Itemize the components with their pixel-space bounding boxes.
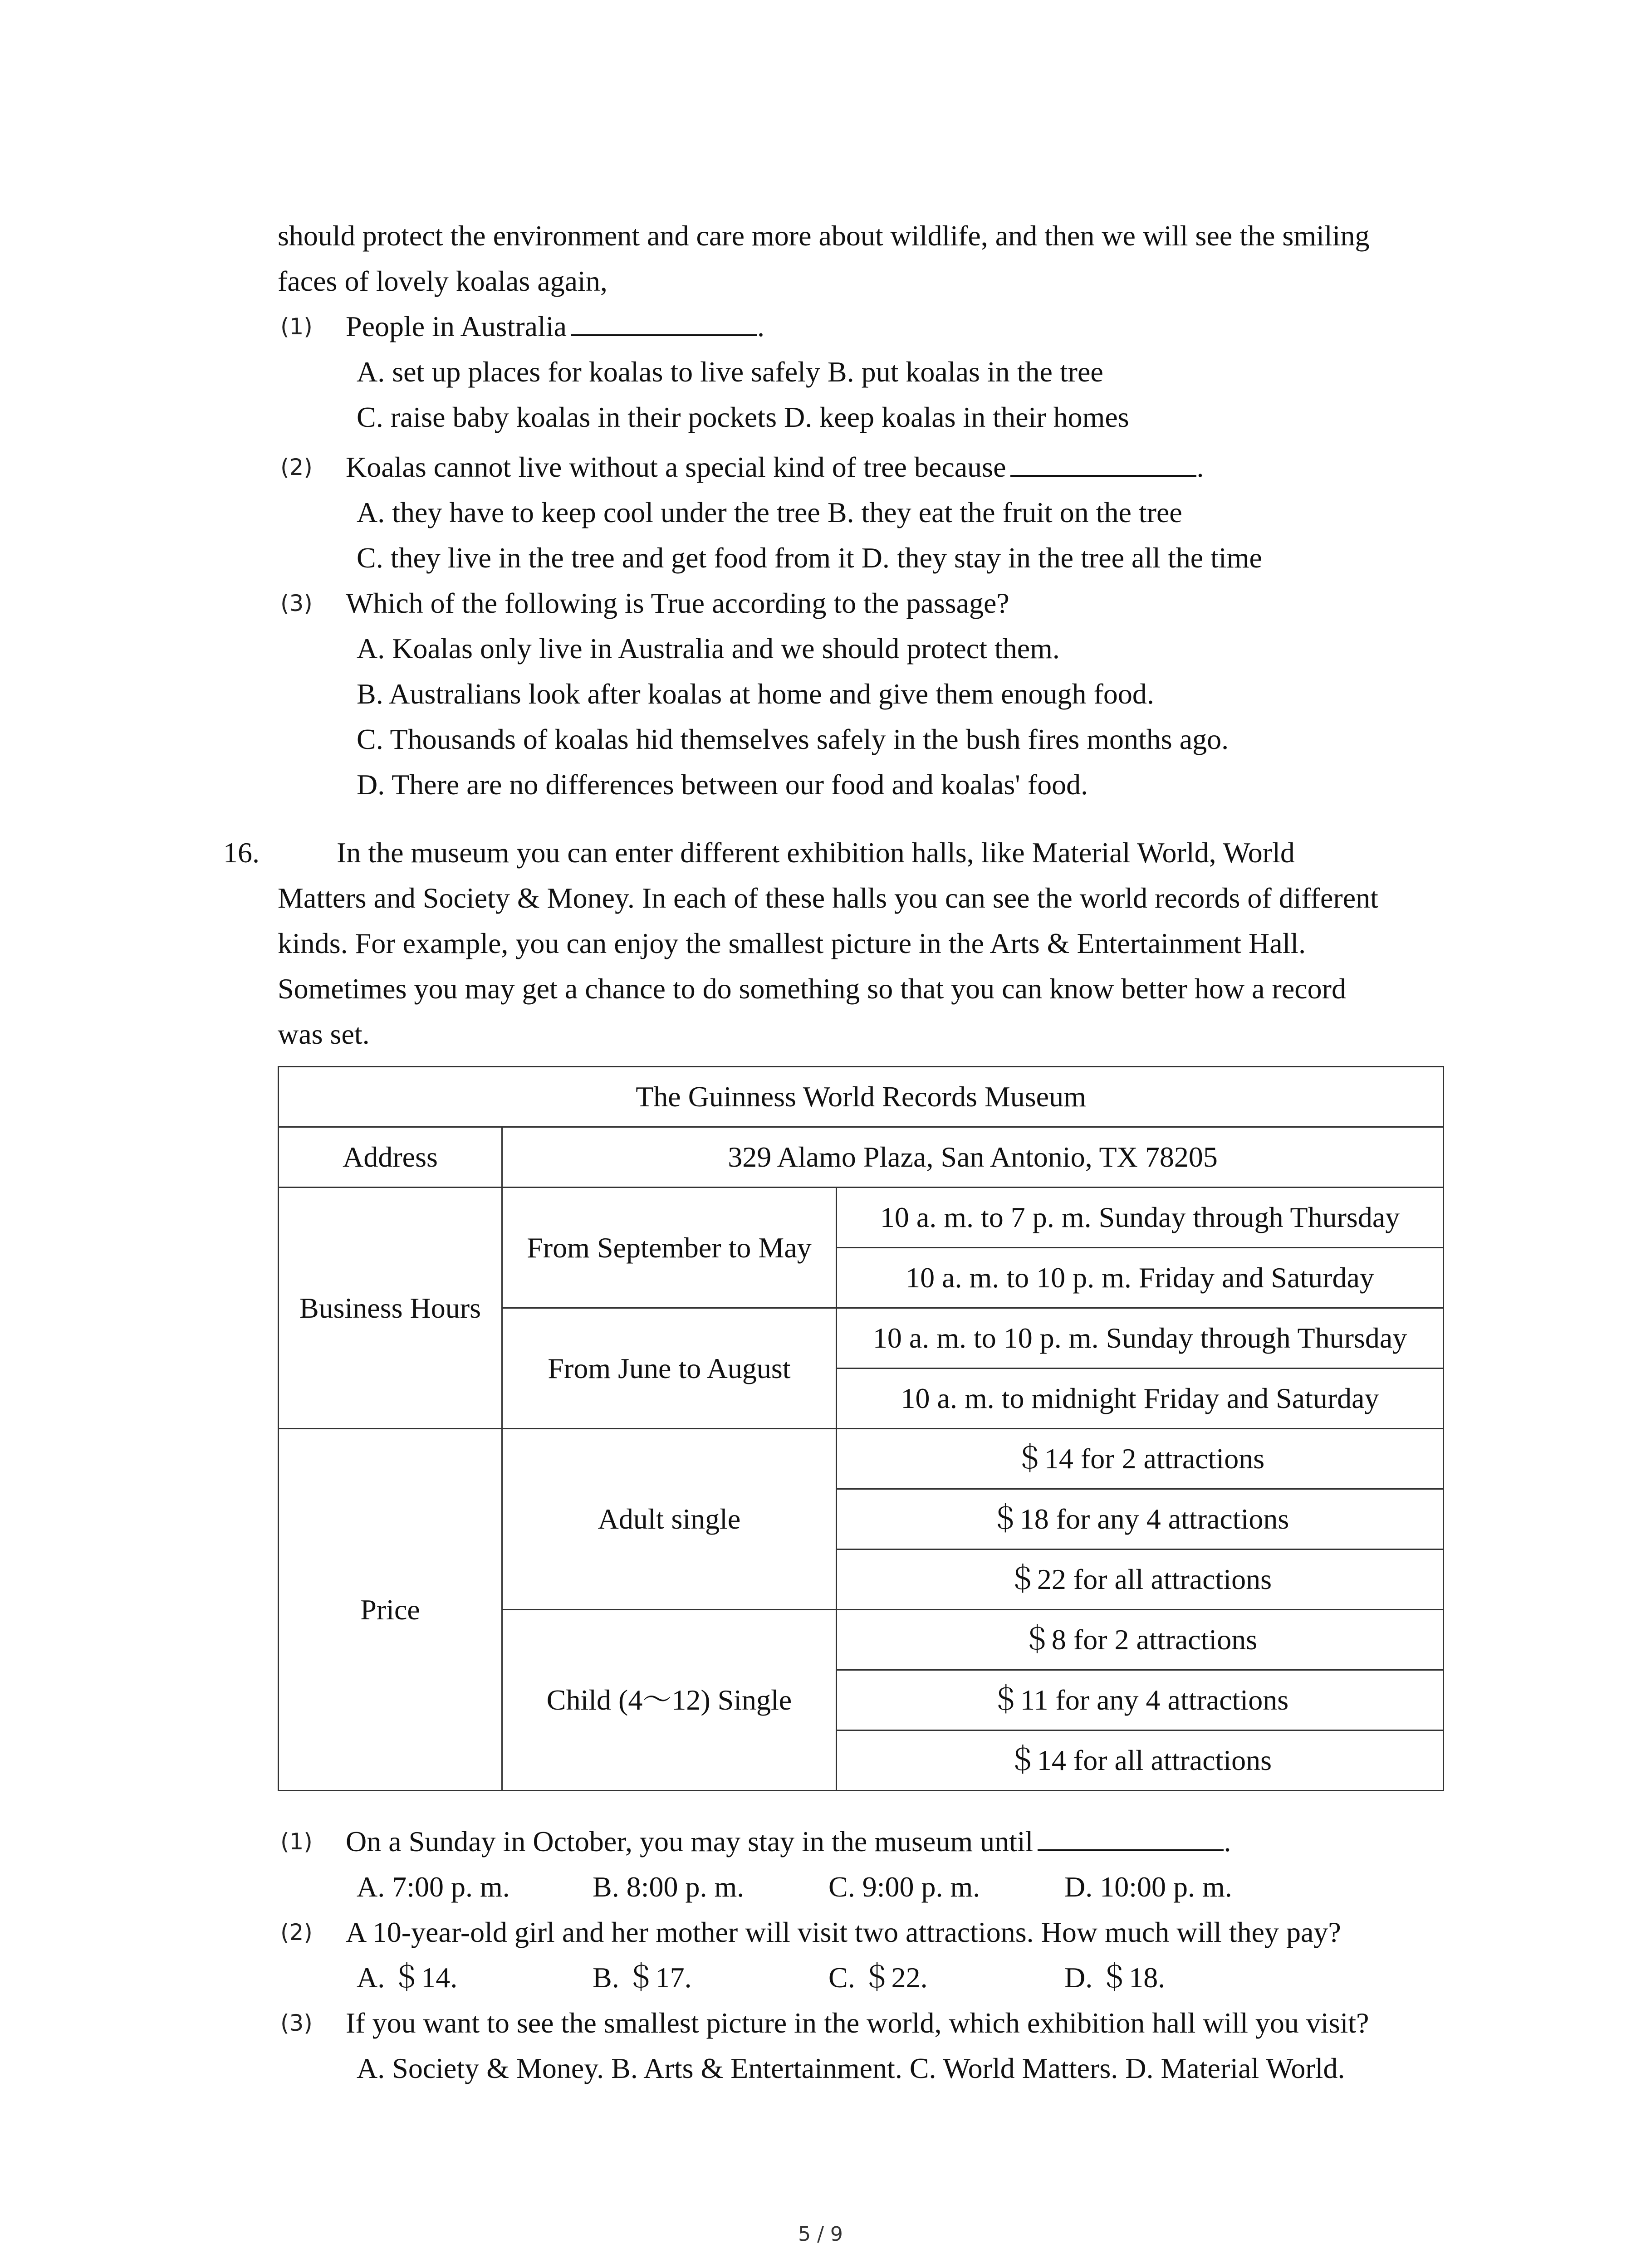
option-line: A. Society & Money. B. Arts & Entertainment. C. World Matters. D. Material World.: [357, 2052, 1345, 2084]
answer-blank: [1038, 1824, 1224, 1851]
answer-blank: [571, 309, 757, 336]
passage-line: should protect the environment and care more about wildlife, and then we will see the smiling: [278, 220, 1370, 252]
hours-cell: 10 a. m. to 7 p. m. Sunday through Thursday: [837, 1188, 1444, 1248]
hours-label: Business Hours: [279, 1188, 502, 1429]
option-line: A. set up places for koalas to live safely B. put koalas in the tree: [357, 356, 1103, 388]
passage-line: Sometimes you may get a chance to do something so that you can know better how a record: [278, 973, 1346, 1005]
subquestion-stem: If you want to see the smallest picture in the world, which exhibition hall will you visit?: [346, 2007, 1369, 2039]
option: C. ＄22.: [828, 1961, 928, 1994]
subquestion-number: (1): [280, 313, 313, 340]
museum-info-table: [278, 1066, 1444, 1791]
passage-line: kinds. For example, you can enjoy the smallest picture in the Arts & Entertainment Hall.: [278, 927, 1306, 959]
subquestion-number: (2): [280, 454, 313, 480]
subquestion-stem: Which of the following is True according to the passage?: [346, 587, 1009, 619]
price-cell: ＄18 for any 4 attractions: [837, 1489, 1444, 1549]
subquestion-number: (3): [280, 590, 313, 616]
option: A. ＄14.: [357, 1961, 458, 1994]
option: C. 9:00 p. m.: [828, 1871, 980, 1903]
subquestion-number: (3): [280, 2010, 313, 2036]
table-row: [279, 1188, 1444, 1248]
option: B. ＄17.: [593, 1961, 692, 1994]
option: B. 8:00 p. m.: [593, 1871, 745, 1903]
address-value: 329 Alamo Plaza, San Antonio, TX 78205: [502, 1127, 1444, 1188]
table-row: [279, 1429, 1444, 1489]
subquestion-stem: Koalas cannot live without a special kind of tree because .: [346, 449, 1204, 485]
price-label: Price: [279, 1429, 502, 1791]
option: D. ＄18.: [1064, 1961, 1166, 1994]
subquestion-number: (1): [280, 1828, 313, 1855]
price-cell: ＄22 for all attractions: [837, 1549, 1444, 1610]
hours-cell: 10 a. m. to 10 p. m. Friday and Saturday: [837, 1248, 1444, 1308]
question-number: 16.: [223, 836, 260, 869]
price-cell: ＄14 for all attractions: [837, 1730, 1444, 1791]
passage-line: In the museum you can enter different exhibition halls, like Material World, World: [337, 836, 1295, 869]
address-label: Address: [279, 1127, 502, 1188]
subquestion-stem: People in Australia .: [346, 308, 764, 345]
option: A. 7:00 p. m.: [357, 1871, 510, 1903]
ticket-type-label: Adult single: [502, 1429, 837, 1610]
passage-line: faces of lovely koalas again,: [278, 265, 607, 297]
option-line: C. they live in the tree and get food from it D. they stay in the tree all the time: [357, 542, 1262, 574]
answer-blank: [1010, 450, 1196, 477]
option-line: B. Australians look after koalas at home and give them enough food.: [357, 678, 1154, 710]
subquestion-stem: A 10-year-old girl and her mother will visit two attractions. How much will they pay?: [346, 1916, 1341, 1948]
price-cell: ＄14 for 2 attractions: [837, 1429, 1444, 1489]
period-label: From September to May: [502, 1188, 837, 1308]
table-title: The Guinness World Records Museum: [279, 1067, 1444, 1127]
option-line: A. Koalas only live in Australia and we should protect them.: [357, 632, 1060, 665]
passage-line: Matters and Society & Money. In each of these halls you can see the world records of different: [278, 882, 1378, 914]
page-number: 5 / 9: [798, 2223, 843, 2246]
table-row: [279, 1067, 1444, 1127]
period-label: From June to August: [502, 1308, 837, 1429]
hours-cell: 10 a. m. to midnight Friday and Saturday: [837, 1369, 1444, 1429]
subquestion-stem: On a Sunday in October, you may stay in the museum until .: [346, 1823, 1231, 1860]
hours-cell: 10 a. m. to 10 p. m. Sunday through Thursday: [837, 1308, 1444, 1369]
table-row: [279, 1127, 1444, 1188]
option: D. 10:00 p. m.: [1064, 1871, 1232, 1903]
option-line: C. raise baby koalas in their pockets D. keep koalas in their homes: [357, 401, 1129, 433]
option-line: D. There are no differences between our food and koalas' food.: [357, 768, 1088, 801]
price-cell: ＄8 for 2 attractions: [837, 1610, 1444, 1670]
passage-line: was set.: [278, 1018, 370, 1050]
option-line: A. they have to keep cool under the tree B. they eat the fruit on the tree: [357, 496, 1182, 528]
ticket-type-label: Child (4～12) Single: [502, 1610, 837, 1791]
subquestion-number: (2): [280, 1919, 313, 1945]
price-cell: ＄11 for any 4 attractions: [837, 1670, 1444, 1730]
option-line: C. Thousands of koalas hid themselves safely in the bush fires months ago.: [357, 723, 1229, 755]
